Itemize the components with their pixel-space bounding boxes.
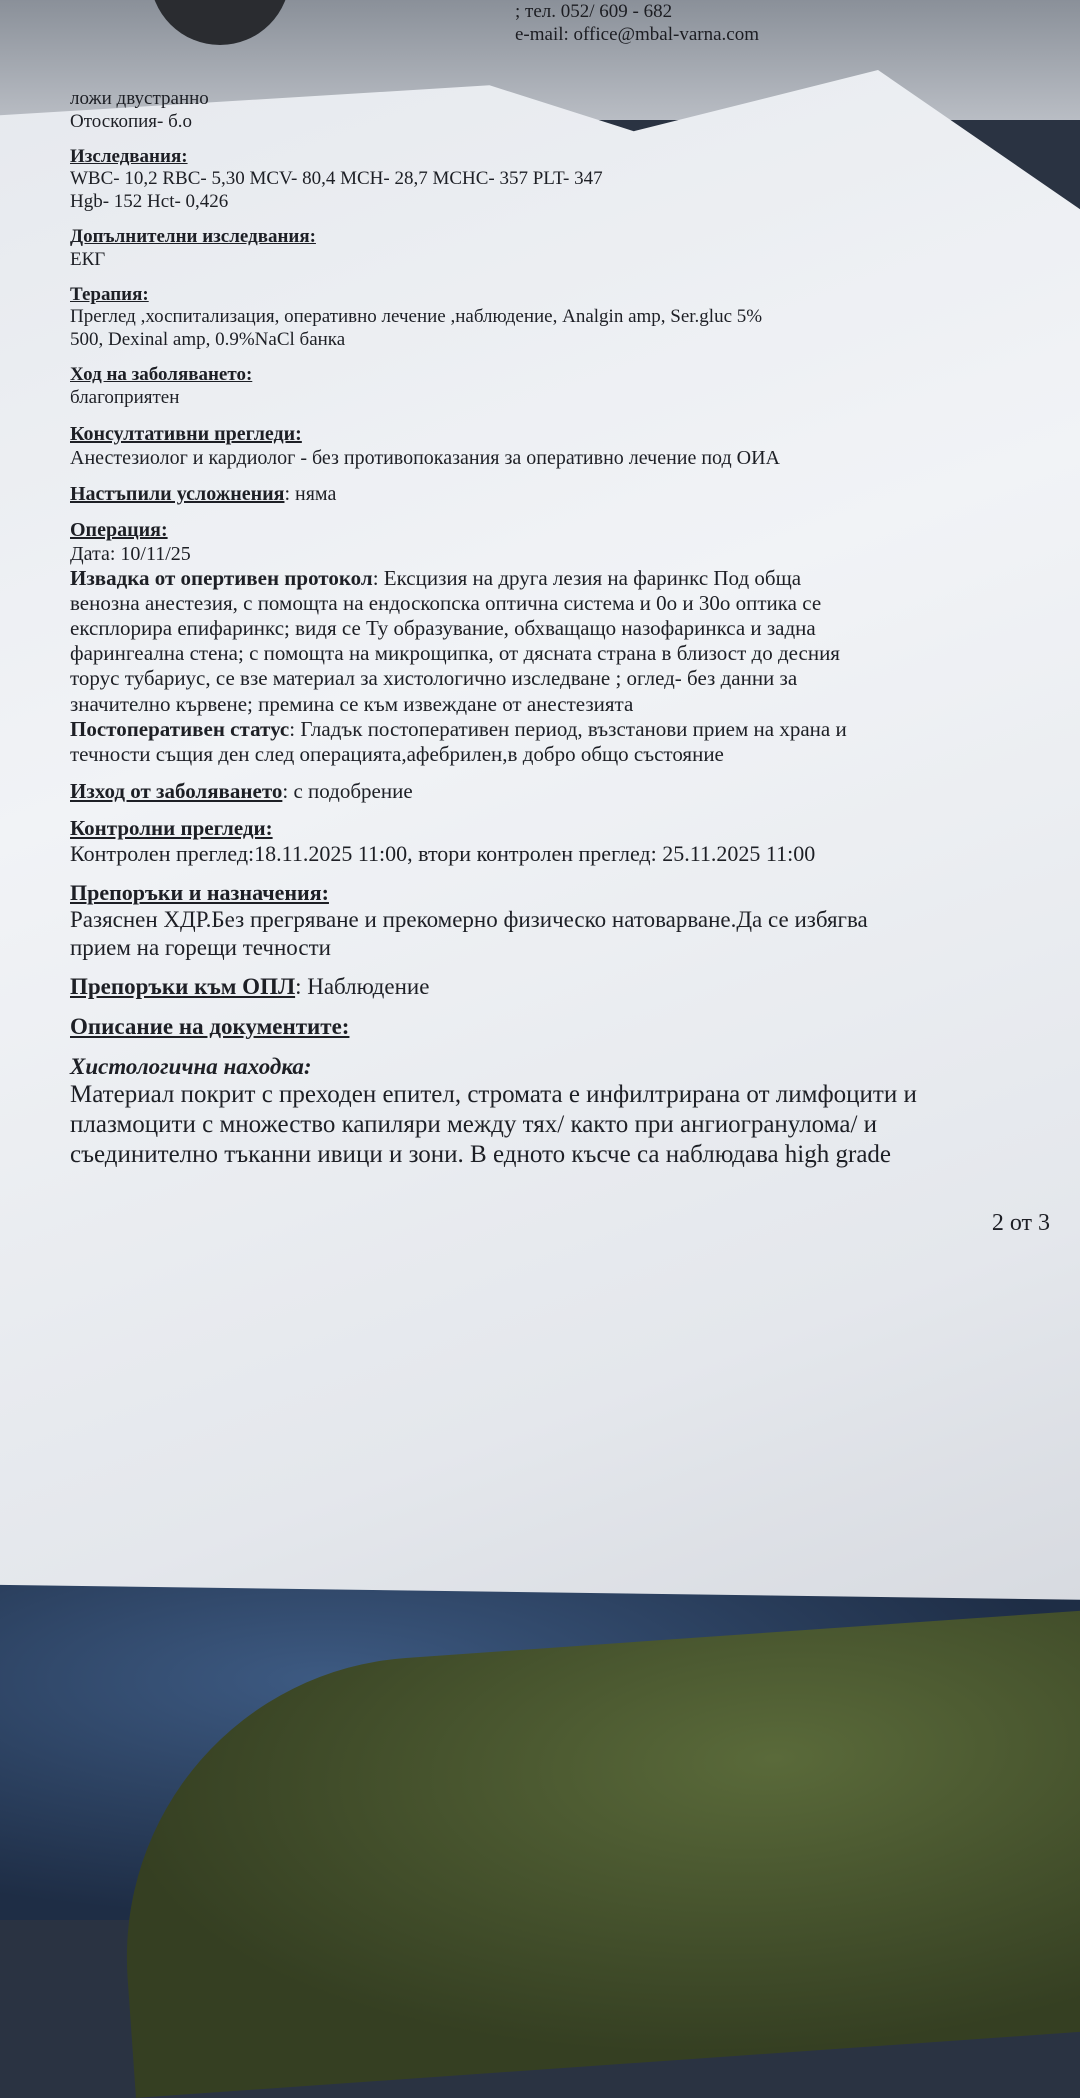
- heading-documents-description: Описание на документите:: [70, 1014, 350, 1039]
- letterhead-email: e-mail: office@mbal-varna.com: [515, 24, 759, 45]
- text-line: 500, Dexinal amp, 0.9%NaCl банка: [70, 329, 346, 351]
- text-line: Дата: 10/11/25: [70, 542, 191, 565]
- heading-postoperative-status: Постоперативен статус: [70, 716, 290, 741]
- hospital-logo: [150, 0, 290, 45]
- heading-outcome: Изход от заболяването: [70, 779, 283, 804]
- text-line: значително кървене; премина се към извеждане от анестезията: [70, 691, 634, 716]
- text-line: : с подобрение: [282, 779, 413, 804]
- heading-therapy: Терапия:: [70, 283, 149, 305]
- heading-investigations: Изследвания:: [70, 145, 188, 167]
- text-line: Отоскопия- б.о: [70, 110, 193, 132]
- outcome-line: [70, 779, 1050, 804]
- text-line: плазмоцити с множество капиляри между тях/ както при ангиогранулома/ и: [70, 1111, 878, 1139]
- text-line: съединително тъканни ивици и зони. В едното късче са наблюдава high grade: [70, 1141, 892, 1169]
- page-number: 2 от 3: [991, 1210, 1050, 1237]
- letterhead-contact: [515, 0, 1035, 46]
- text-line: фарингеална стена; с помощта на микрощипка, от дясната страна в близост до десния: [70, 641, 840, 666]
- heading-histology: Хистологична находка:: [70, 1053, 312, 1079]
- complications-line: [70, 482, 1050, 506]
- text-line: течности същия ден след операцията,афебрилен,в добро общо състояние: [70, 741, 724, 766]
- heading-operative-protocol: Извадка от опертивен протокол: [70, 565, 373, 590]
- heading-recommendations: Препоръки и назначения:: [70, 879, 329, 905]
- document-body: [70, 88, 1050, 1237]
- heading-additional-investigations: Допълнителни изследвания:: [70, 225, 316, 247]
- postoperative-line: [70, 717, 1050, 742]
- text-line: ложи двустранно: [70, 88, 209, 109]
- operative-protocol-line: [70, 566, 1050, 591]
- text-line: прием на горещи течности: [70, 934, 331, 960]
- heading-consultations: Консултативни прегледи:: [70, 422, 302, 445]
- text-line: ЕКГ: [70, 248, 106, 270]
- text-line: : Наблюдение: [295, 974, 430, 1000]
- text-line: експлорира епифаринкс; видя се Ту образувание, обхващащо назофаринкса и задна: [70, 615, 816, 640]
- heading-gp-recommendations: Препоръки към ОПЛ: [70, 974, 296, 1000]
- heading-operation: Операция:: [70, 518, 168, 541]
- text-line: благоприятен: [70, 386, 180, 408]
- text-line: Контролен преглед:18.11.2025 11:00, втори контролен преглед: 25.11.2025 11:00: [70, 841, 816, 867]
- heading-disease-course: Ход на заболяването:: [70, 363, 253, 385]
- text-line: Hgb- 152 Hct- 0,426: [70, 191, 229, 213]
- text-line: венозна анестезия, с помощта на ендоскопска оптична система и 0о и 30о оптика се: [70, 590, 822, 615]
- text-line: : Ексцизия на друга лезия на фаринкс Под обща: [372, 565, 802, 590]
- text-line: Разяснен ХДР.Без прегряване и прекомерно физическо натоварване.Да се избягва: [70, 907, 868, 933]
- text-line: Анестезиолог и кардиолог - без противопоказания за оперативно лечение под ОИА: [70, 446, 780, 469]
- text-line: торус тубариус, се взе материал за хистологично изследване ; оглед- без данни за: [70, 666, 798, 691]
- text-line: WBC- 10,2 RBC- 5,30 MCV- 80,4 MCH- 28,7 MCHC- 357 PLT- 347: [70, 168, 603, 190]
- gp-recommendations-line: [70, 973, 1050, 1001]
- text-line: : няма: [284, 482, 337, 505]
- text-line: Преглед ,хоспитализация, оперативно лечение ,наблюдение, Analgin amp, Ser.gluc 5%: [70, 306, 763, 328]
- text-line: Материал покрит с преходен епител, стромата е инфилтрирана от лимфоцити и: [70, 1081, 917, 1109]
- heading-follow-ups: Контролни прегледи:: [70, 816, 273, 841]
- letterhead-phone: ; тел. 052/ 609 - 682: [515, 1, 673, 22]
- text-line: : Гладък постоперативен период, възстанови прием на храна и: [289, 716, 847, 741]
- heading-complications: Настъпили усложнения: [70, 482, 285, 505]
